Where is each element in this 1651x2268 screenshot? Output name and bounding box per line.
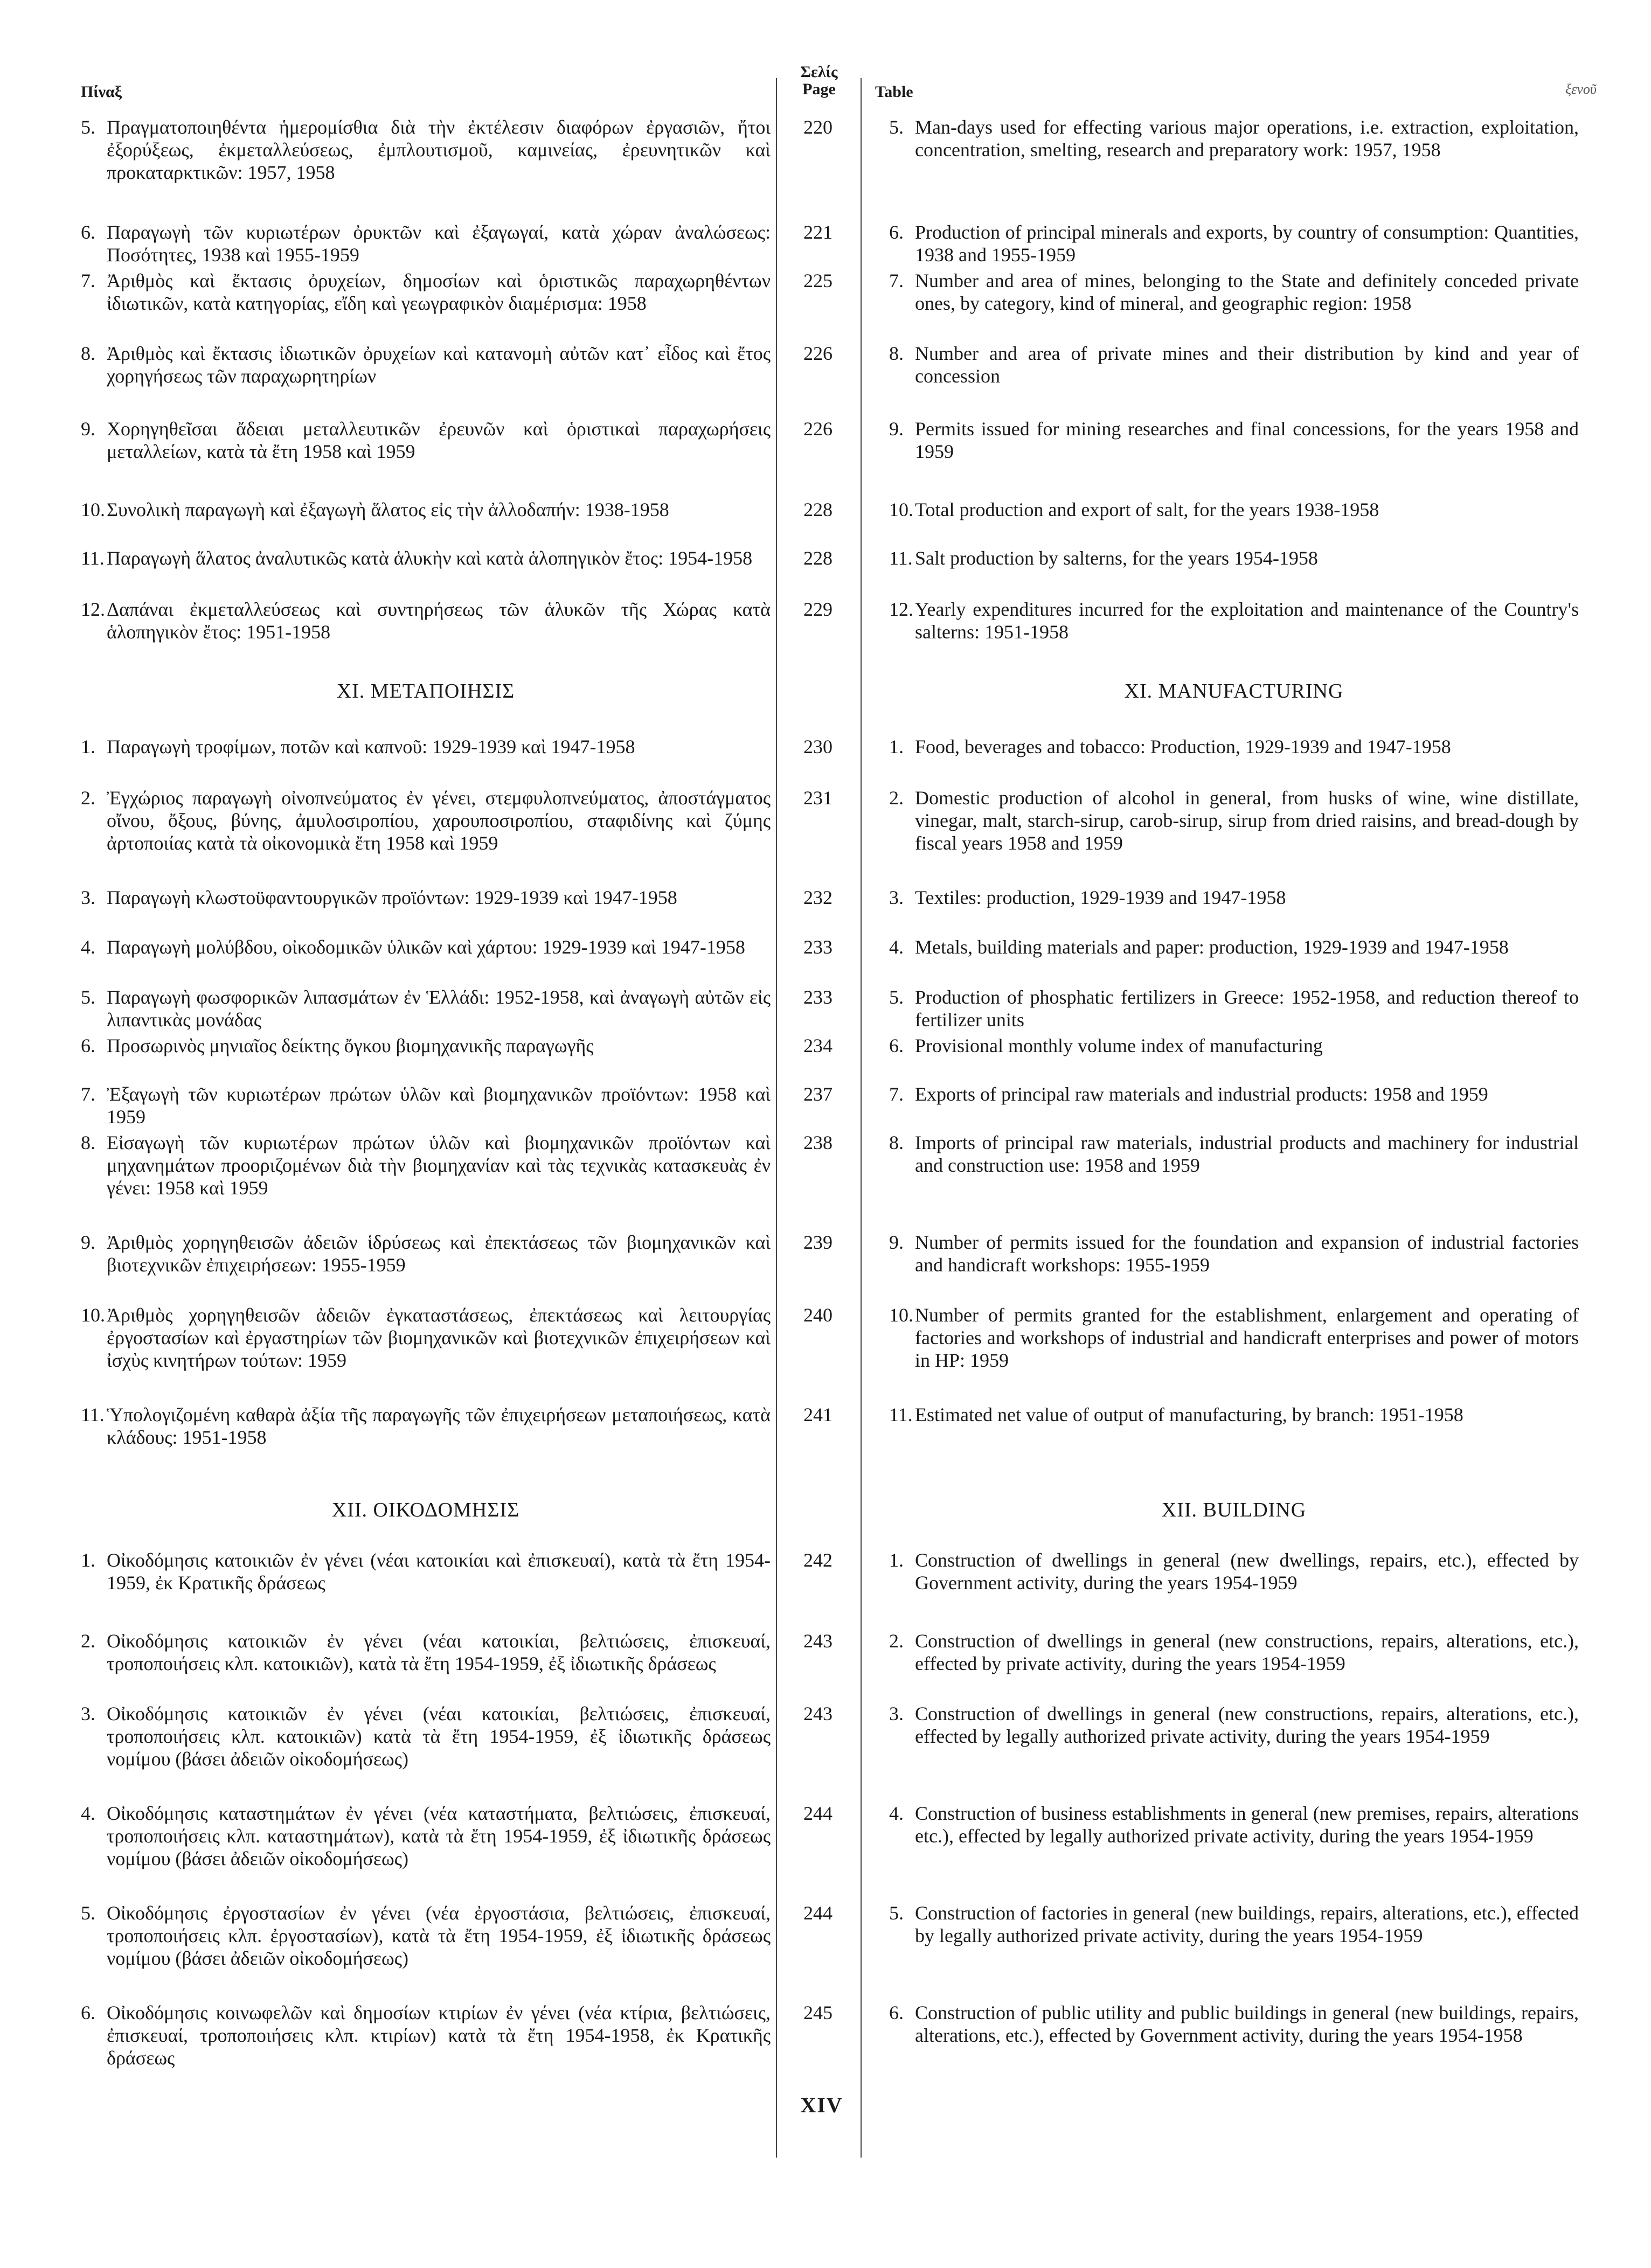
list-item	[81, 1304, 771, 1372]
list-item	[889, 1131, 1579, 1177]
list-item	[81, 418, 771, 463]
item-number: 8.	[81, 343, 95, 364]
list-item	[81, 1549, 771, 1594]
list-item	[81, 886, 771, 909]
page-ref: 244	[803, 1902, 833, 1924]
list-item	[81, 116, 771, 184]
item-number: 4.	[81, 1803, 95, 1824]
page-ref: 237	[803, 1083, 833, 1105]
item-title-english: Total production and export of salt, for the years 1938-1958	[915, 499, 1379, 520]
header-corner-mark: ξενοῦ	[1565, 81, 1597, 97]
list-item	[889, 1403, 1579, 1426]
page-ref: 232	[803, 887, 833, 908]
page-ref: 233	[803, 986, 833, 1008]
item-title-greek: Συνολικὴ παραγωγὴ καὶ ἐξαγωγὴ ἅλατος εἰς τὴν ἀλλοδαπήν: 1938-1958	[107, 499, 669, 520]
item-title-english: Exports of principal raw materials and industrial products: 1958 and 1959	[915, 1083, 1488, 1105]
item-title-english: Textiles: production, 1929-1939 and 1947-1958	[915, 887, 1286, 908]
item-title-english: Number of permits issued for the foundation and expansion of industrial factories and handicraft workshops: 1955-1959	[915, 1232, 1579, 1276]
item-title-greek: Παραγωγὴ τροφίμων, ποτῶν καὶ καπνοῦ: 1929-1939 καὶ 1947-1958	[107, 736, 635, 757]
list-item	[889, 787, 1579, 854]
list-item	[81, 2001, 771, 2069]
list-item	[889, 936, 1579, 958]
item-title-greek: Ἀριθμὸς καὶ ἔκτασις ὀρυχείων, δημοσίων καὶ ὁριστικῶς παραχωρηθέντων ἰδιωτικῶν, κατὰ κατηγορίας, εἴδη καὶ γεωγραφικὸν διαμέρισμα: 1958	[107, 270, 771, 314]
item-title-greek: Εἰσαγωγὴ τῶν κυριωτέρων πρώτων ὑλῶν καὶ βιομηχανικῶν προϊόντων καὶ μηχανημάτων προοριζομένων διὰ τὴν βιομηχανίαν καὶ τὰς τεχνικὰς κατασκευὰς ἐν γένει: 1958 καὶ 1959	[107, 1132, 771, 1199]
item-number: 11.	[889, 1404, 913, 1425]
header-page-column	[784, 64, 854, 98]
page-ref: 225	[803, 270, 833, 291]
item-number: 11.	[81, 1404, 105, 1425]
item-number: 7.	[889, 270, 904, 291]
page-ref: 244	[803, 1803, 833, 1824]
list-item	[889, 269, 1579, 315]
list-item	[889, 342, 1579, 387]
item-number: 4.	[81, 936, 95, 958]
item-title-english: Production of principal minerals and exports, by country of consumption: Quantities, 1938 and 1955-1959	[915, 221, 1579, 266]
page-ref: 231	[803, 787, 833, 809]
item-title-greek: Ὑπολογιζομένη καθαρὰ ἀξία τῆς παραγωγῆς τῶν ἐπιχειρήσεων μεταποιήσεως, κατὰ κλάδους: 1951-1958	[107, 1404, 771, 1448]
item-number: 5.	[81, 1902, 95, 1924]
item-title-english: Yearly expenditures incurred for the exploitation and maintenance of the Country's salterns: 1951-1958	[915, 599, 1579, 643]
list-item	[889, 498, 1579, 521]
list-item	[81, 1034, 771, 1057]
list-item	[81, 735, 771, 758]
item-title-greek: Οἰκοδόμησις καταστημάτων ἐν γένει (νέα καταστήματα, βελτιώσεις, ἐπισκευαί, τροποποιήσεις κλπ. καταστημάτων), κατὰ τὰ ἔτη 1954-1959, ἐξ ἰδιωτικῆς δράσεως νομίμου (βάσει ἀδειῶν οἰκοδομήσεως)	[107, 1803, 771, 1869]
item-title-greek: Χορηγηθεῖσαι ἄδειαι μεταλλευτικῶν ἐρευνῶν καὶ ὁριστικαὶ παραχωρήσεις μεταλλείων, κατὰ τὰ ἔτη 1958 καὶ 1959	[107, 418, 771, 462]
page-ref: 226	[803, 418, 833, 440]
item-title-greek: Ἐξαγωγὴ τῶν κυριωτέρων πρώτων ὑλῶν καὶ βιομηχανικῶν προϊόντων: 1958 καὶ 1959	[107, 1083, 771, 1128]
item-number: 8.	[889, 1132, 904, 1153]
item-number: 5.	[889, 116, 904, 138]
item-title-english: Salt production by salterns, for the years 1954-1958	[915, 547, 1318, 569]
page-ref: 241	[803, 1404, 833, 1425]
list-item	[81, 498, 771, 521]
item-number: 1.	[81, 736, 95, 757]
item-title-greek: Ἀριθμὸς χορηγηθεισῶν ἀδειῶν ἐγκαταστάσεως, ἐπεκτάσεως καὶ λειτουργίας ἐργοστασίων καὶ ἐργαστηρίων τῶν βιομηχανικῶν καὶ βιοτεχνικῶν ἐπιχειρήσεων καὶ ἰσχὺς κινητήρων τούτων: 1959	[107, 1304, 771, 1371]
list-item	[889, 1034, 1579, 1057]
item-number: 9.	[889, 418, 904, 440]
item-number: 6.	[889, 221, 904, 243]
item-title-english: Imports of principal raw materials, industrial products and machinery for industrial and construction use: 1958 and 1959	[915, 1132, 1579, 1176]
page-ref: 243	[803, 1703, 833, 1724]
item-title-english: Food, beverages and tobacco: Production, 1929-1939 and 1947-1958	[915, 736, 1451, 757]
list-item	[889, 1902, 1579, 1947]
item-number: 3.	[889, 1703, 904, 1724]
list-item	[81, 787, 771, 854]
item-title-greek: Παραγωγὴ ἅλατος ἀναλυτικῶς κατὰ ἁλυκὴν καὶ κατὰ ἁλοπηγικὸν ἔτος: 1954-1958	[107, 547, 753, 569]
item-number: 11.	[889, 547, 913, 569]
item-number: 2.	[889, 787, 904, 809]
item-number: 6.	[889, 2002, 904, 2023]
item-title-english: Man-days used for effecting various major operations, i.e. extraction, exploitation, concentration, smelting, research and preparatory work: 1957, 1958	[915, 116, 1579, 161]
item-title-greek: Παραγωγὴ κλωστοϋφαντουργικῶν προϊόντων: 1929-1939 καὶ 1947-1958	[107, 887, 677, 908]
item-title-greek: Ἐγχώριος παραγωγὴ οἰνοπνεύματος ἐν γένει, στεμφυλοπνεύματος, ἀποστάγματος οἴνου, ὄξους, βύνης, ἀμυλοσιροπίου, χαρουποσιροπίου, σταφιδίνης καὶ ζύμης ἀρτοποιίας κατὰ τὰ οἰκονομικὰ ἔτη 1958 καὶ 1959	[107, 787, 771, 854]
item-title-english: Number and area of private mines and their distribution by kind and year of concession	[915, 343, 1579, 387]
page-ref: 233	[803, 936, 833, 958]
item-number: 2.	[81, 1630, 95, 1652]
list-item	[81, 1231, 771, 1276]
item-number: 6.	[81, 221, 95, 243]
page-ref: 239	[803, 1232, 833, 1253]
item-title-greek: Προσωρινὸς μηνιαῖος δείκτης ὄγκου βιομηχανικῆς παραγωγῆς	[107, 1035, 594, 1056]
item-number: 5.	[81, 116, 95, 138]
header-table-greek: Πίναξ	[81, 83, 122, 101]
item-number: 6.	[81, 2002, 95, 2023]
item-number: 5.	[889, 1902, 904, 1924]
list-item	[889, 1304, 1579, 1372]
list-item	[81, 1630, 771, 1675]
item-number: 2.	[889, 1630, 904, 1652]
page-ref: 230	[803, 736, 833, 757]
item-number: 12.	[81, 599, 105, 620]
item-title-greek: Οἰκοδόμησις κοινωφελῶν καὶ δημοσίων κτιρίων ἐν γένει (νέα κτίρια, βελτιώσεις, ἐπισκευαί, τροποποιήσεις κλπ. κτιρίων) κατὰ τὰ ἔτη 1954-1958, ἐκ Κρατικῆς δράσεως	[107, 2002, 771, 2069]
item-number: 1.	[81, 1549, 95, 1571]
list-item	[889, 1802, 1579, 1847]
item-number: 10.	[889, 499, 913, 520]
list-item	[889, 547, 1579, 569]
page-number-footer: XIV	[800, 2093, 843, 2117]
page-ref: 229	[803, 599, 833, 620]
page-ref: 226	[803, 343, 833, 364]
list-item	[889, 221, 1579, 266]
page-ref: 245	[803, 2002, 833, 2023]
item-number: 9.	[81, 1232, 95, 1253]
item-number: 11.	[81, 547, 105, 569]
item-number: 3.	[81, 887, 95, 908]
page-ref: 234	[803, 1035, 833, 1056]
item-title-greek: Οἰκοδόμησις κατοικιῶν ἐν γένει (νέαι κατοικίαι, βελτιώσεις, ἐπισκευαί, τροποποιήσεις κλπ. κατοικιῶν) κατὰ τὰ ἔτη 1954-1959, ἐξ ἰδιωτικῆς δράσεως νομίμου (βάσει ἀδειῶν οἰκοδομήσεως)	[107, 1703, 771, 1770]
item-title-english: Estimated net value of output of manufacturing, by branch: 1951-1958	[915, 1404, 1463, 1425]
item-title-greek: Πραγματοποιηθέντα ἡμερομίσθια διὰ τὴν ἐκτέλεσιν διαφόρων ἐργασιῶν, ἤτοι ἐξορύξεως, ἐκμεταλλεύσεως, ἐμπλουτισμοῦ, καμινείας, ἐρευνητικῶν καὶ προκαταρκτικῶν: 1957, 1958	[107, 116, 771, 183]
list-item	[81, 269, 771, 315]
item-title-english: Metals, building materials and paper: production, 1929-1939 and 1947-1958	[915, 936, 1509, 958]
section-title-greek: XII. ΟΙΚΟΔΟΜΗΣΙΣ	[331, 1499, 520, 1521]
item-number: 9.	[889, 1232, 904, 1253]
list-item	[81, 598, 771, 643]
item-title-english: Construction of business establishments in general (new premises, repairs, alterations etc.), effected by legally authorized private activity, during the years 1954-1959	[915, 1803, 1579, 1847]
item-number: 4.	[889, 1803, 904, 1824]
list-item	[889, 735, 1579, 758]
item-number: 8.	[889, 343, 904, 364]
list-item	[889, 1630, 1579, 1675]
item-number: 5.	[889, 986, 904, 1008]
column-divider-left	[776, 78, 777, 2158]
page-ref: 228	[803, 547, 833, 569]
list-item	[81, 1403, 771, 1449]
page-ref: 220	[803, 116, 833, 138]
item-title-greek: Δαπάναι ἐκμεταλλεύσεως καὶ συντηρήσεως τῶν ἁλυκῶν τῆς Χώρας κατὰ ἁλοπηγικὸν ἔτος: 1951-1958	[107, 599, 771, 643]
item-title-english: Production of phosphatic fertilizers in Greece: 1952-1958, and reduction thereof to fertilizer units	[915, 986, 1579, 1031]
list-item	[81, 986, 771, 1031]
page-ref: 221	[803, 221, 833, 243]
item-title-greek: Παραγωγὴ τῶν κυριωτέρων ὀρυκτῶν καὶ ἐξαγωγαί, κατὰ χώραν ἀναλώσεως: Ποσότητες, 1938 καὶ 1955-1959	[107, 221, 771, 266]
item-number: 10.	[889, 1304, 913, 1326]
list-item	[889, 1083, 1579, 1105]
item-title-english: Provisional monthly volume index of manufacturing	[915, 1035, 1323, 1056]
list-item	[889, 2001, 1579, 2047]
list-item	[889, 598, 1579, 643]
list-item	[81, 1083, 771, 1128]
item-number: 7.	[889, 1083, 904, 1105]
item-title-english: Construction of dwellings in general (new constructions, repairs, alterations, etc.), effected by private activity, during the years 1954-1959	[915, 1630, 1579, 1674]
page-ref: 242	[803, 1549, 833, 1571]
item-number: 4.	[889, 936, 904, 958]
list-item	[889, 1549, 1579, 1594]
list-item	[81, 1902, 771, 1970]
header-table-english: Table	[875, 83, 913, 101]
list-item	[81, 221, 771, 266]
item-number: 7.	[81, 270, 95, 291]
list-item	[81, 547, 771, 569]
list-item	[81, 1702, 771, 1770]
list-item	[81, 1131, 771, 1199]
item-title-english: Number of permits granted for the establishment, enlargement and operating of factories and workshops of industrial and handicraft enterprises and power of motors in HP: 1959	[915, 1304, 1579, 1371]
section-title-greek: XI. ΜΕΤΑΠΟΙΗΣΙΣ	[336, 680, 515, 702]
section-title-english: XI. MANUFACTURING	[1124, 680, 1344, 702]
item-title-greek: Παραγωγὴ μολύβδου, οἰκοδομικῶν ὑλικῶν καὶ χάρτου: 1929-1939 καὶ 1947-1958	[107, 936, 745, 958]
list-item	[889, 986, 1579, 1031]
list-item	[81, 1802, 771, 1870]
list-item	[889, 1702, 1579, 1748]
item-number: 1.	[889, 736, 904, 757]
list-item	[889, 116, 1579, 161]
item-number: 1.	[889, 1549, 904, 1571]
item-title-english: Construction of dwellings in general (new dwellings, repairs, etc.), effected by Government activity, during the years 1954-1959	[915, 1549, 1579, 1594]
page-ref: 238	[803, 1132, 833, 1153]
item-number: 6.	[81, 1035, 95, 1056]
item-number: 10.	[81, 1304, 105, 1326]
item-title-english: Construction of public utility and public buildings in general (new buildings, repairs, alterations, etc.), effected by Government activity, during the years 1954-1958	[915, 2002, 1579, 2046]
item-number: 3.	[889, 887, 904, 908]
item-number: 9.	[81, 418, 95, 440]
item-title-english: Construction of factories in general (new buildings, repairs, alterations, etc.), effected by legally authorized private activity, during the years 1954-1959	[915, 1902, 1579, 1946]
list-item	[889, 886, 1579, 909]
list-item	[889, 1231, 1579, 1276]
item-title-greek: Οἰκοδόμησις ἐργοστασίων ἐν γένει (νέα ἐργοστάσια, βελτιώσεις, ἐπισκευαί, τροποποιήσεις κλπ. ἐργοστασίων), κατὰ τὰ ἔτη 1954-1959, ἐξ ἰδιωτικῆς δράσεως νομίμου (βάσει ἀδειῶν οἰκοδομήσεως)	[107, 1902, 771, 1969]
item-number: 5.	[81, 986, 95, 1008]
section-title-english: XII. BUILDING	[1161, 1499, 1307, 1521]
item-number: 12.	[889, 599, 913, 620]
header-page-greek: Σελίς	[800, 63, 838, 81]
list-item	[889, 418, 1579, 463]
item-number: 3.	[81, 1703, 95, 1724]
item-number: 8.	[81, 1132, 95, 1153]
page-ref: 240	[803, 1304, 833, 1326]
item-number: 10.	[81, 499, 105, 520]
list-item	[81, 936, 771, 958]
item-title-english: Number and area of mines, belonging to the State and definitely conceded private ones, by category, kind of mineral, and geographic region: 1958	[915, 270, 1579, 314]
header-page-english: Page	[802, 80, 836, 98]
item-title-greek: Ἀριθμὸς χορηγηθεισῶν ἀδειῶν ἱδρύσεως καὶ ἐπεκτάσεως τῶν βιομηχανικῶν καὶ βιοτεχνικῶν ἐπιχειρήσεων: 1955-1959	[107, 1232, 771, 1276]
item-title-greek: Παραγωγὴ φωσφορικῶν λιπασμάτων ἐν Ἑλλάδι: 1952-1958, καὶ ἀναγωγὴ αὐτῶν εἰς λιπαντικὰς μονάδας	[107, 986, 771, 1031]
item-number: 6.	[889, 1035, 904, 1056]
item-title-greek: Οἰκοδόμησις κατοικιῶν ἐν γένει (νέαι κατοικίαι καὶ ἐπισκευαί), κατὰ τὰ ἔτη 1954-1959, ἐκ Κρατικῆς δράσεως	[107, 1549, 771, 1594]
page-ref: 243	[803, 1630, 833, 1652]
item-number: 7.	[81, 1083, 95, 1105]
item-title-english: Permits issued for mining researches and final concessions, for the years 1958 and 1959	[915, 418, 1579, 462]
list-item	[81, 342, 771, 387]
item-title-english: Construction of dwellings in general (new constructions, repairs, alterations, etc.), effected by legally authorized private activity, during the years 1954-1959	[915, 1703, 1579, 1747]
item-title-english: Domestic production of alcohol in general, from husks of wine, wine distillate, vinegar, malt, starch-sirup, carob-sirup, sirup from dried raisins, and bread-dough by fiscal years 1958 and 1959	[915, 787, 1579, 854]
item-title-greek: Οἰκοδόμησις κατοικιῶν ἐν γένει (νέαι κατοικίαι, βελτιώσεις, ἐπισκευαί, τροποποιήσεις κλπ. κατοικιῶν), κατὰ τὰ ἔτη 1954-1959, ἐξ ἰδιωτικῆς δράσεως	[107, 1630, 771, 1674]
column-divider-right	[861, 78, 862, 2158]
item-number: 2.	[81, 787, 95, 809]
page-ref: 228	[803, 499, 833, 520]
item-title-greek: Ἀριθμὸς καὶ ἔκτασις ἰδιωτικῶν ὀρυχείων καὶ κατανομὴ αὐτῶν κατ᾽ εἶδος καὶ ἔτος χορηγήσεως τῶν παραχωρητηρίων	[107, 343, 771, 387]
